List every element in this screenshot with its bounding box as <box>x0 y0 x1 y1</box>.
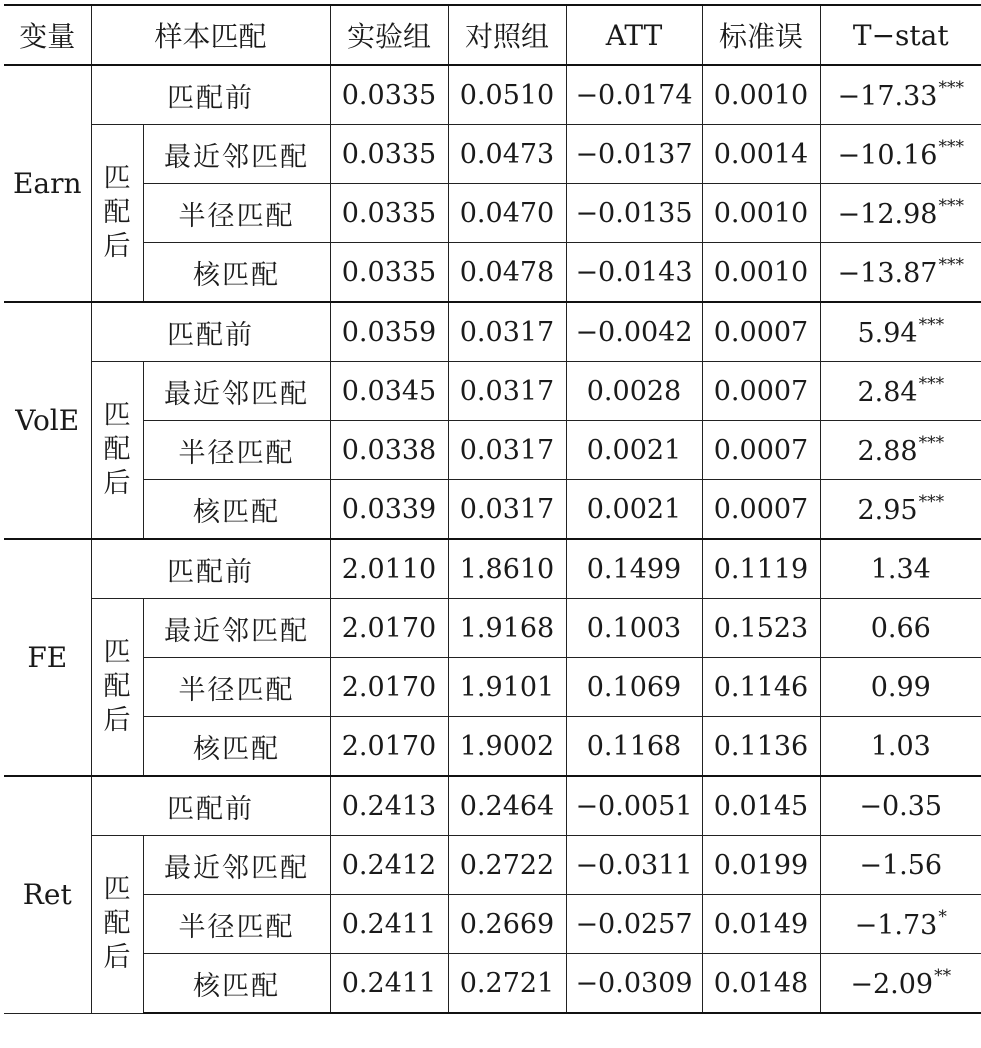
table-row <box>4 895 981 954</box>
after-matching-char: 后 <box>103 231 131 262</box>
treatment-value: 2.0110 <box>330 539 448 599</box>
treatment-value: 0.0335 <box>330 125 448 184</box>
treatment-value: 2.0170 <box>330 717 448 777</box>
standard-error-value: 0.0010 <box>702 184 820 243</box>
att-value: 0.1168 <box>566 717 702 777</box>
control-value: 0.0317 <box>448 480 566 540</box>
t-stat-value: 5.94 <box>857 318 918 349</box>
control-value: 1.9168 <box>448 599 566 658</box>
table-row <box>4 539 981 599</box>
control-value: 1.8610 <box>448 539 566 599</box>
table-row <box>4 302 981 362</box>
matching-method: 半径匹配 <box>143 658 330 717</box>
table-row <box>4 243 981 303</box>
att-value: 0.0028 <box>566 362 702 421</box>
psm-results-table <box>4 4 981 1014</box>
t-stat-value: 1.03 <box>870 730 931 762</box>
att-value: −0.0051 <box>566 776 702 836</box>
t-stat-value: −2.09 <box>850 969 934 1000</box>
table-row <box>4 184 981 243</box>
after-matching-label <box>91 125 143 303</box>
t-stat-value: 0.66 <box>870 612 931 644</box>
standard-error-value: 0.1119 <box>702 539 820 599</box>
standard-error-value: 0.0014 <box>702 125 820 184</box>
t-stat-cell <box>820 243 981 303</box>
after-matching-char: 后 <box>103 705 131 736</box>
standard-error-value: 0.0148 <box>702 954 820 1014</box>
t-stat-value: −13.87 <box>837 258 938 289</box>
t-stat-value: −0.35 <box>859 790 943 822</box>
table-row <box>4 421 981 480</box>
treatment-value: 0.0359 <box>330 302 448 362</box>
matching-method: 匹配前 <box>91 539 330 599</box>
control-value: 0.0317 <box>448 302 566 362</box>
matching-method: 匹配前 <box>91 302 330 362</box>
matching-method: 最近邻匹配 <box>143 362 330 421</box>
t-stat-value: 2.95 <box>857 495 918 526</box>
att-value: −0.0311 <box>566 836 702 895</box>
matching-method: 半径匹配 <box>143 184 330 243</box>
table-body <box>4 65 981 1013</box>
header-t-stat: T−stat <box>820 5 981 65</box>
standard-error-value: 0.1136 <box>702 717 820 777</box>
t-stat-cell <box>820 599 981 658</box>
matching-method: 核匹配 <box>143 243 330 303</box>
standard-error-value: 0.0199 <box>702 836 820 895</box>
t-stat-value: 2.88 <box>857 436 918 467</box>
treatment-value: 0.0345 <box>330 362 448 421</box>
significance-stars: * <box>938 907 947 927</box>
significance-stars: *** <box>938 78 964 98</box>
standard-error-value: 0.0007 <box>702 362 820 421</box>
table-row <box>4 717 981 777</box>
t-stat-cell <box>820 125 981 184</box>
after-matching-char: 配 <box>103 908 131 940</box>
after-matching-char: 配 <box>103 197 131 228</box>
t-stat-cell <box>820 539 981 599</box>
variable-name: VolE <box>4 302 91 539</box>
after-matching-char: 配 <box>103 671 131 702</box>
matching-method: 半径匹配 <box>143 421 330 480</box>
matching-method: 匹配前 <box>91 65 330 125</box>
t-stat-cell <box>820 895 981 954</box>
treatment-value: 0.2411 <box>330 954 448 1014</box>
significance-stars: *** <box>918 492 945 512</box>
t-stat-value: 0.99 <box>870 671 931 703</box>
significance-stars: *** <box>938 137 964 157</box>
control-value: 0.0317 <box>448 362 566 421</box>
header-att: ATT <box>566 5 702 65</box>
table-row <box>4 658 981 717</box>
after-matching-label <box>91 599 143 777</box>
table-row <box>4 65 981 125</box>
standard-error-value: 0.0007 <box>702 302 820 362</box>
t-stat-value: −12.98 <box>837 199 938 230</box>
header-sample-matching: 样本匹配 <box>91 5 330 65</box>
att-value: 0.1003 <box>566 599 702 658</box>
t-stat-cell <box>820 836 981 895</box>
table-row <box>4 480 981 540</box>
t-stat-value: 2.84 <box>857 377 918 408</box>
treatment-value: 0.0339 <box>330 480 448 540</box>
after-matching-char: 后 <box>103 942 131 974</box>
after-matching-label <box>91 362 143 540</box>
control-value: 0.2464 <box>448 776 566 836</box>
after-matching-label <box>91 836 143 1014</box>
after-matching-char: 匹 <box>103 874 131 906</box>
att-value: −0.0257 <box>566 895 702 954</box>
variable-name: Earn <box>4 65 91 302</box>
table-row <box>4 125 981 184</box>
t-stat-cell <box>820 421 981 480</box>
treatment-value: 0.2411 <box>330 895 448 954</box>
att-value: −0.0135 <box>566 184 702 243</box>
att-value: −0.0174 <box>566 65 702 125</box>
matching-method: 半径匹配 <box>143 895 330 954</box>
header-row <box>4 5 981 65</box>
header-variable: 变量 <box>4 5 91 65</box>
treatment-value: 0.0335 <box>330 243 448 303</box>
treatment-value: 2.0170 <box>330 658 448 717</box>
matching-method: 最近邻匹配 <box>143 125 330 184</box>
table-row <box>4 599 981 658</box>
standard-error-value: 0.0010 <box>702 243 820 303</box>
table-row <box>4 776 981 836</box>
significance-stars: *** <box>918 374 945 394</box>
table-row <box>4 362 981 421</box>
att-value: −0.0042 <box>566 302 702 362</box>
att-value: −0.0143 <box>566 243 702 303</box>
after-matching-char: 配 <box>103 434 131 465</box>
t-stat-cell <box>820 480 981 540</box>
t-stat-cell <box>820 362 981 421</box>
significance-stars: *** <box>918 315 945 335</box>
treatment-value: 0.0335 <box>330 65 448 125</box>
att-value: 0.0021 <box>566 421 702 480</box>
control-value: 0.0470 <box>448 184 566 243</box>
t-stat-value: −17.33 <box>837 81 938 112</box>
significance-stars: ** <box>934 966 952 986</box>
t-stat-cell <box>820 717 981 777</box>
control-value: 1.9002 <box>448 717 566 777</box>
att-value: −0.0137 <box>566 125 702 184</box>
control-value: 0.0317 <box>448 421 566 480</box>
t-stat-cell <box>820 954 981 1014</box>
t-stat-cell <box>820 776 981 836</box>
t-stat-cell <box>820 302 981 362</box>
standard-error-value: 0.0007 <box>702 480 820 540</box>
significance-stars: *** <box>938 255 964 275</box>
standard-error-value: 0.0145 <box>702 776 820 836</box>
att-value: −0.0309 <box>566 954 702 1014</box>
header-standard-error: 标准误 <box>702 5 820 65</box>
matching-method: 匹配前 <box>91 776 330 836</box>
treatment-value: 0.0335 <box>330 184 448 243</box>
treatment-value: 0.2412 <box>330 836 448 895</box>
t-stat-cell <box>820 184 981 243</box>
control-value: 0.2669 <box>448 895 566 954</box>
variable-name: FE <box>4 539 91 776</box>
after-matching-char: 匹 <box>103 637 131 668</box>
after-matching-char: 后 <box>103 468 131 499</box>
matching-method: 核匹配 <box>143 480 330 540</box>
standard-error-value: 0.0007 <box>702 421 820 480</box>
t-stat-cell <box>820 658 981 717</box>
after-matching-char: 匹 <box>103 400 131 431</box>
treatment-value: 0.2413 <box>330 776 448 836</box>
header-treatment-group: 实验组 <box>330 5 448 65</box>
t-stat-value: 1.34 <box>870 553 931 585</box>
significance-stars: *** <box>938 196 964 216</box>
control-value: 0.2722 <box>448 836 566 895</box>
control-value: 0.0473 <box>448 125 566 184</box>
table-row <box>4 836 981 895</box>
att-value: 0.1069 <box>566 658 702 717</box>
matching-method: 核匹配 <box>143 717 330 777</box>
control-value: 0.2721 <box>448 954 566 1014</box>
control-value: 0.0478 <box>448 243 566 303</box>
table-row <box>4 954 981 1014</box>
header-control-group: 对照组 <box>448 5 566 65</box>
after-matching-char: 匹 <box>103 163 131 194</box>
t-stat-value: −10.16 <box>837 140 938 171</box>
standard-error-value: 0.1146 <box>702 658 820 717</box>
significance-stars: *** <box>918 433 945 453</box>
treatment-value: 2.0170 <box>330 599 448 658</box>
matching-method: 核匹配 <box>143 954 330 1014</box>
standard-error-value: 0.1523 <box>702 599 820 658</box>
treatment-value: 0.0338 <box>330 421 448 480</box>
att-value: 0.0021 <box>566 480 702 540</box>
control-value: 0.0510 <box>448 65 566 125</box>
att-value: 0.1499 <box>566 539 702 599</box>
t-stat-value: −1.73 <box>854 910 938 941</box>
t-stat-cell <box>820 65 981 125</box>
matching-method: 最近邻匹配 <box>143 836 330 895</box>
standard-error-value: 0.0149 <box>702 895 820 954</box>
variable-name: Ret <box>4 776 91 1013</box>
control-value: 1.9101 <box>448 658 566 717</box>
t-stat-value: −1.56 <box>859 849 943 881</box>
matching-method: 最近邻匹配 <box>143 599 330 658</box>
standard-error-value: 0.0010 <box>702 65 820 125</box>
